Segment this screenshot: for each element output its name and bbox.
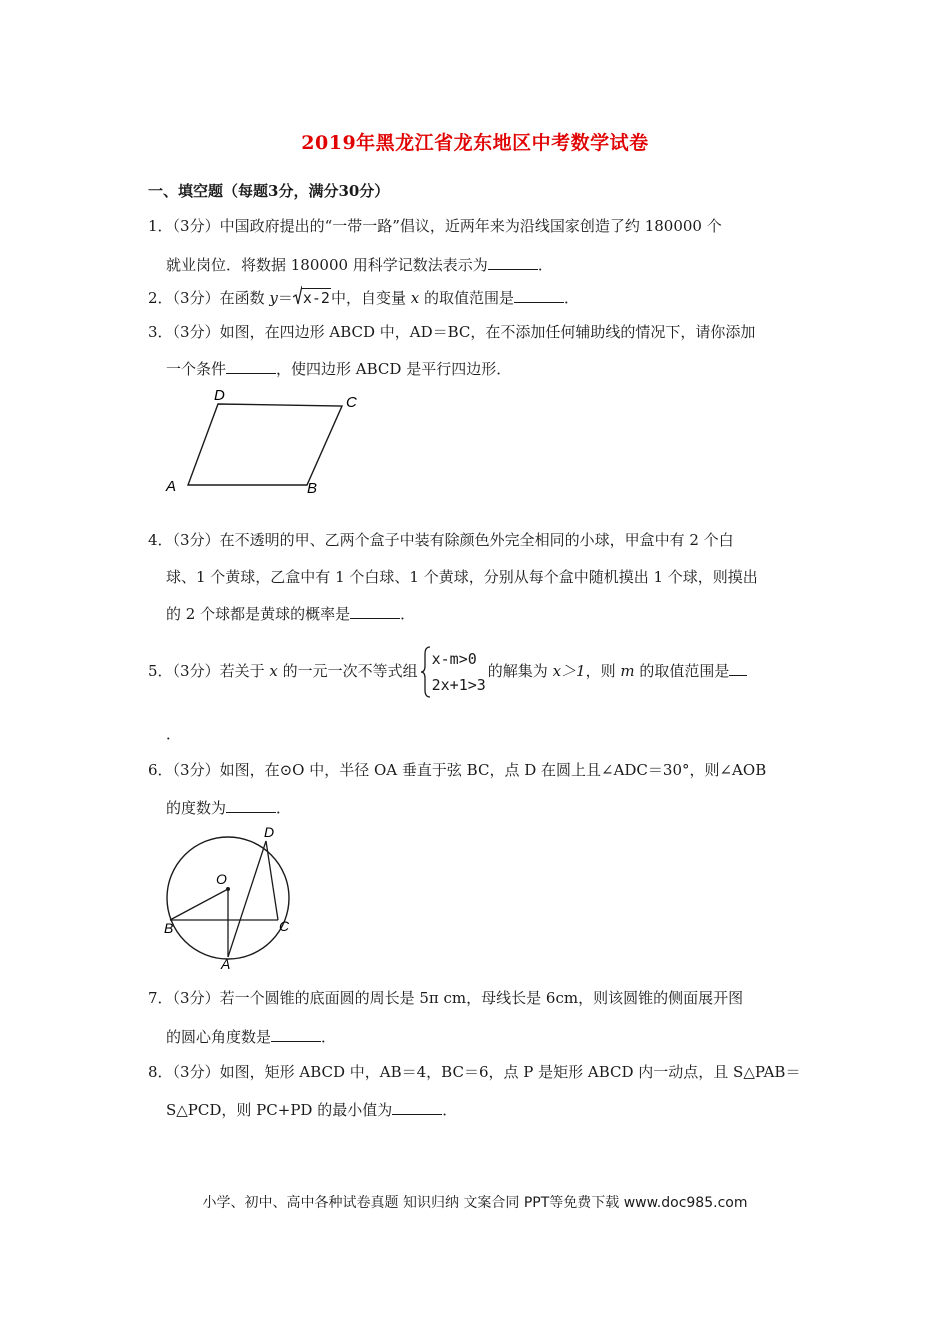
question-text: 中，自变量: [330, 289, 411, 307]
question-text: （3分）如图，在⊙O 中，半径 OA 垂直于弦 BC，点 D 在圆上且∠ADC＝30°，则∠AOB: [172, 761, 767, 779]
question-text: ，使四边形 ABCD 是平行四边形．: [276, 360, 512, 378]
question-number: 1．: [148, 217, 173, 235]
label-O: O: [216, 871, 227, 887]
vertex-label-D: D: [214, 387, 225, 404]
question-number: 7．: [148, 989, 173, 1007]
parallelogram-shape: [188, 404, 342, 485]
vertex-label-C: C: [346, 394, 357, 411]
question-7-line-1: [148, 988, 743, 1008]
answer-blank[interactable]: [271, 1027, 321, 1042]
answer-blank[interactable]: [729, 661, 747, 676]
question-text: 一个条件: [166, 360, 227, 378]
question-text: （3分）如图，在四边形 ABCD 中，AD＝BC，在不添加任何辅助线的情况下，请你添加: [172, 323, 756, 341]
question-5-line-1: [148, 646, 747, 698]
question-1-line-2: [166, 255, 553, 275]
question-4-line-2: [166, 567, 758, 587]
question-text: （3分）在函数: [172, 289, 270, 307]
question-number: 8．: [148, 1063, 173, 1081]
question-2-line-1: [148, 288, 579, 308]
answer-blank[interactable]: [392, 1100, 442, 1115]
question-text: 的一元一次不等式组: [277, 662, 418, 680]
segment-DC: [266, 841, 278, 920]
question-text: （3分）若关于: [172, 662, 270, 680]
variable-m: m: [620, 662, 635, 680]
circle-figure: [160, 820, 300, 970]
question-8-line-2: [166, 1100, 457, 1120]
question-4-line-1: [148, 530, 734, 550]
answer-blank[interactable]: [226, 798, 276, 813]
punctuation: ．: [166, 725, 182, 743]
left-brace-icon: [420, 646, 432, 698]
variable-y: y: [269, 289, 278, 307]
solution-set: x＞1: [552, 662, 586, 680]
question-text: S△PCD，则 PC+PD 的最小值为: [166, 1101, 393, 1119]
punctuation: ．: [400, 605, 416, 623]
question-text: （3分）如图，矩形 ABCD 中，AB＝4，BC＝6，点 P 是矩形 ABCD 内一动点，且 S△PAB＝: [172, 1063, 801, 1081]
punctuation: ．: [537, 256, 553, 274]
question-text: 的 2 个球都是黄球的概率是: [166, 605, 351, 623]
question-1-line-1: [148, 216, 722, 236]
answer-blank[interactable]: [488, 255, 538, 270]
question-text: 的度数为: [166, 799, 227, 817]
question-text: （3分）若一个圆锥的底面圆的周长是 5π cm，母线长是 6cm，则该圆锥的侧面展开图: [172, 989, 744, 1007]
question-number: 3．: [148, 323, 173, 341]
question-8-line-1: [148, 1062, 800, 1082]
answer-blank[interactable]: [514, 288, 564, 303]
label-B: B: [164, 920, 174, 936]
page-footer: 小学、初中、高中各种试卷真题 知识归纳 文案合同 PPT等免费下载 www.doc985.com: [202, 1195, 748, 1211]
inequality-row-2: 2x+1>3: [431, 676, 486, 694]
segment-AD: [228, 841, 266, 957]
answer-blank[interactable]: [226, 359, 276, 374]
question-6-line-1: [148, 760, 766, 780]
question-6-line-2: [166, 798, 291, 818]
question-text: ，则: [585, 662, 621, 680]
page-title: 2019年黑龙江省龙东地区中考数学试卷: [301, 132, 649, 154]
equals-sign: ＝: [277, 289, 293, 307]
vertex-label-A: A: [166, 478, 177, 495]
question-3-line-1: [148, 322, 755, 342]
question-4-line-3: [166, 604, 415, 624]
question-text: 的取值范围是: [419, 289, 514, 307]
inequality-row-1: x-m>0: [431, 650, 477, 668]
question-number: 6．: [148, 761, 173, 779]
question-3-line-2: [166, 359, 511, 379]
question-7-line-2: [166, 1027, 336, 1047]
parallelogram-figure: [160, 384, 370, 500]
segment-OB: [170, 889, 228, 920]
center-point: [226, 887, 230, 891]
punctuation: ．: [321, 1028, 337, 1046]
punctuation: ．: [442, 1101, 458, 1119]
variable-x: x: [269, 662, 278, 680]
radicand: x-2: [302, 289, 330, 307]
question-text: 的圆心角度数是: [166, 1028, 272, 1046]
vertex-label-B: B: [307, 480, 318, 497]
question-5-line-2: [166, 724, 181, 744]
variable-x: x: [410, 289, 420, 307]
section-header: 一、填空题（每题3分，满分30分）: [148, 182, 390, 200]
inequality-system: [420, 646, 486, 698]
square-root-expression: [293, 288, 331, 308]
label-C: C: [279, 918, 290, 934]
question-number: 2．: [148, 289, 173, 307]
question-text: （3分）中国政府提出的“一带一路”倡议，近两年来为沿线国家创造了约 180000 个: [172, 217, 722, 235]
question-text: （3分）在不透明的甲、乙两个盒子中装有除颜色外完全相同的小球，甲盒中有 2 个白: [172, 531, 734, 549]
radical-sign-icon: [293, 285, 302, 305]
question-number: 5．: [148, 662, 173, 680]
question-text: 的解集为: [487, 662, 553, 680]
question-text: 球、1 个黄球，乙盒中有 1 个白球、1 个黄球，分别从每个盒中随机摸出 1 个球，则摸出: [166, 568, 758, 586]
question-text: 就业岗位．将数据 180000 用科学记数法表示为: [166, 256, 488, 274]
punctuation: ．: [563, 289, 579, 307]
answer-blank[interactable]: [350, 604, 400, 619]
question-number: 4．: [148, 531, 173, 549]
label-D: D: [264, 824, 275, 840]
question-text: 的取值范围是: [634, 662, 730, 680]
punctuation: ．: [276, 799, 292, 817]
label-A: A: [221, 956, 231, 970]
